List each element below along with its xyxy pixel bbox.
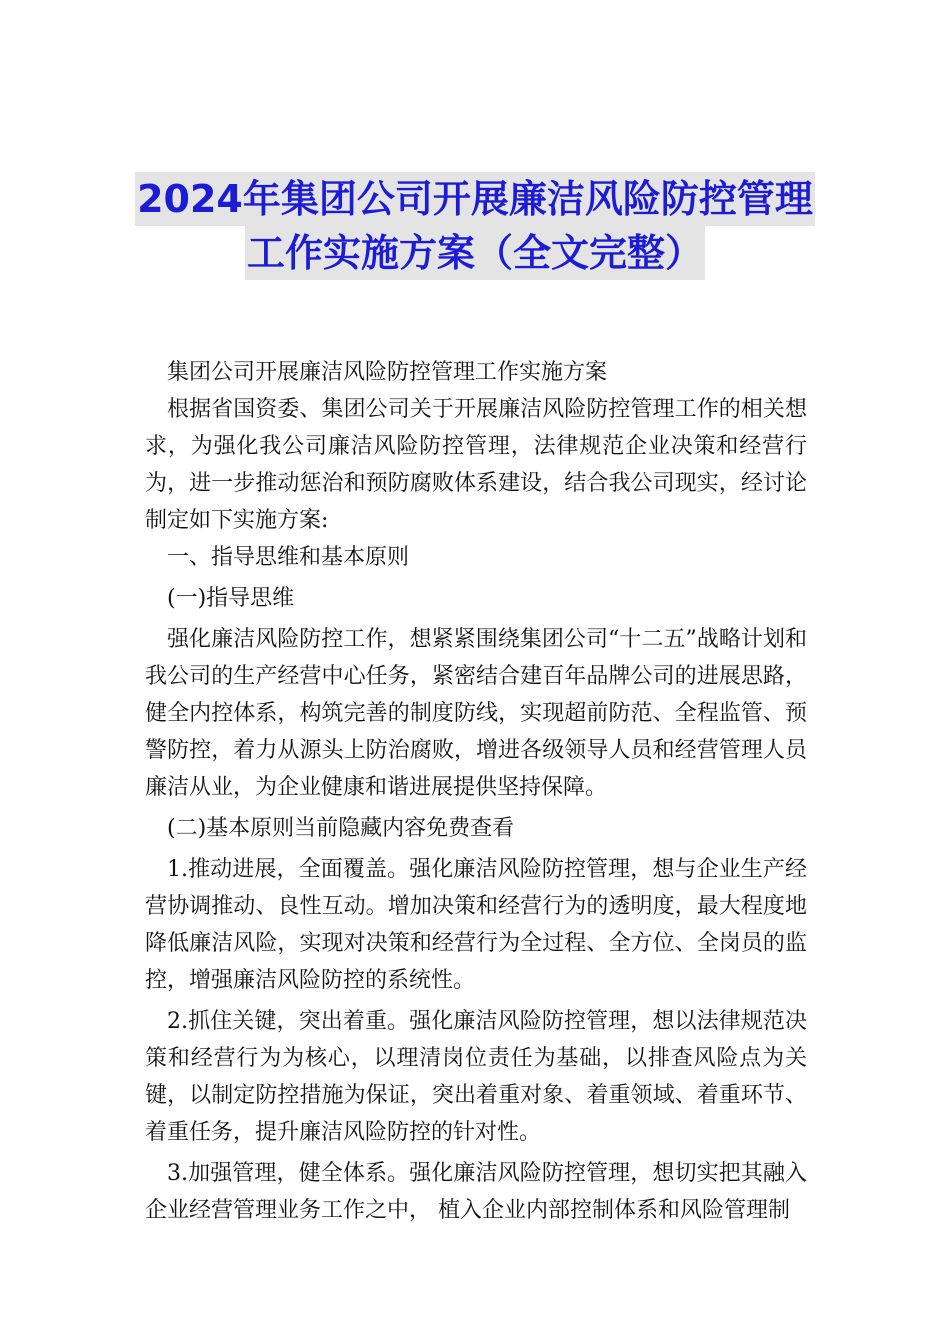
section-heading-1: 一、指导思维和基本原则 (167, 545, 410, 570)
subsection-heading-2: (二)基本原则当前隐藏内容免费查看 (167, 816, 515, 841)
document-title (0, 172, 950, 280)
paragraph-principle-3: 3.加强管理，健全体系。强化廉洁风险防控管理，想切实把其融入企业经营管理业务工作之中， 植入企业内部控制体系和风险管理制 (145, 1161, 807, 1223)
paragraph-heading: 集团公司开展廉洁风险防控管理工作实施方案 (167, 360, 608, 385)
paragraph-principle-2: 2.抓住关键，突出着重。强化廉洁风险防控管理，想以法律规范决策和经营行为为核心，以理清岗位责任为基础，以排查风险点为关键，以制定防控措施为保证，突出着重对象、着重领域、着重环节、着重任务，提升廉洁风险防控的针对性。 (145, 1009, 807, 1145)
paragraph-principle-1: 1.推动进展，全面覆盖。强化廉洁风险防控管理，想与企业生产经营协调推动、良性互动。增加决策和经营行为的透明度，最大程度地降低廉洁风险，实现对决策和经营行为全过程、全方位、全岗员的监控，增强廉洁风险防控的系统性。 (145, 857, 807, 993)
title-line-1: 2024年集团公司开展廉洁风险防控管理 (135, 172, 815, 226)
paragraph-intro: 根据省国资委、集团公司关于开展廉洁风险防控管理工作的相关想求，为强化我公司廉洁风险防控管理，法律规范企业决策和经营行为，进一步推动惩治和预防腐败体系建设，结合我公司现实，经讨论制定如下实施方案: (145, 397, 807, 533)
subsection-heading-1: (一)指导思维 (167, 586, 295, 611)
paragraph-guiding-thought: 强化廉洁风险防控工作，想紧紧围绕集团公司“十二五”战略计划和我公司的生产经营中心任务，紧密结合建百年品牌公司的进展思路，健全内控体系，构筑完善的制度防线，实现超前防范、全程监管、预警防控，着力从源头上防治腐败，增进各级领导人员和经营管理人员廉洁从业，为企业健康和谐进展提供坚持保障。 (145, 627, 807, 800)
title-line-2: 工作实施方案（全文完整） (245, 226, 705, 280)
document-body (145, 354, 807, 1229)
